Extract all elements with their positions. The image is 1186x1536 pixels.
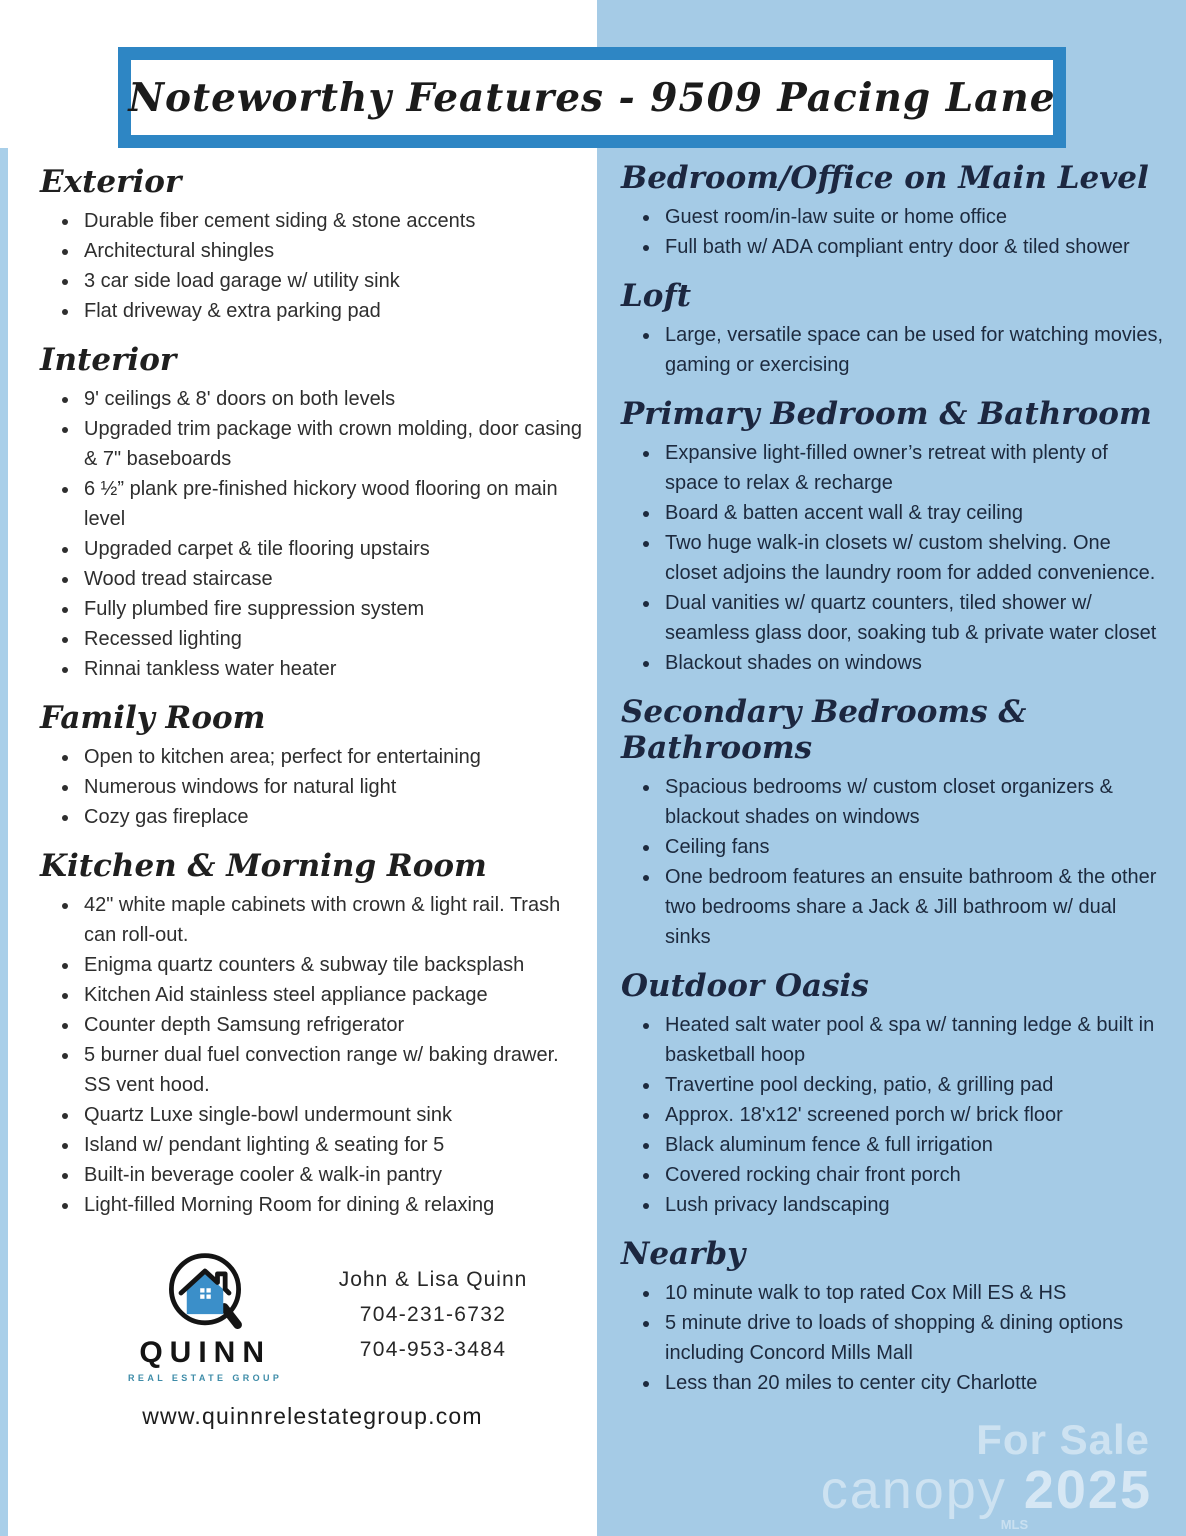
feature-section — [40, 342, 585, 684]
feature-item: • Heated salt water pool & spa w/ tanning ledge & built in basketball hoop — [661, 1010, 1166, 1070]
feature-item: • Enigma quartz counters & subway tile backsplash — [80, 950, 585, 980]
section-heading: Bedroom/Office on Main Level — [621, 160, 1149, 196]
feature-item: • 6 ½” plank pre-finished hickory wood flooring on main level — [80, 474, 585, 534]
watermark-brand: canopy — [820, 1460, 1007, 1520]
feature-item: • One bedroom features an ensuite bathroom & the other two bedrooms share a Jack & Jill bathroom w/ dual sinks — [661, 862, 1166, 952]
feature-item: • Spacious bedrooms w/ custom closet organizers & blackout shades on windows — [661, 772, 1166, 832]
section-heading: Loft — [621, 278, 692, 314]
feature-section — [621, 396, 1166, 678]
section-heading: Nearby — [621, 1236, 746, 1272]
feature-item: • 3 car side load garage w/ utility sink — [80, 266, 585, 296]
feature-section — [40, 164, 585, 326]
feature-item: • Ceiling fans — [661, 832, 1166, 862]
contact-names: John & Lisa Quinn — [338, 1268, 528, 1291]
feature-item: • Less than 20 miles to center city Charlotte — [661, 1368, 1166, 1398]
contact-phone-1: 704-231-6732 — [359, 1303, 507, 1326]
feature-item: • Approx. 18'x12' screened porch w/ brick floor — [661, 1100, 1166, 1130]
feature-item: • 42" white maple cabinets with crown & light rail. Trash can roll-out. — [80, 890, 585, 950]
feature-item: • Rinnai tankless water heater — [80, 654, 585, 684]
feature-section — [621, 278, 1166, 380]
footer-row — [40, 1246, 585, 1383]
feature-item: • Upgraded trim package with crown molding, door casing & 7" baseboards — [80, 414, 585, 474]
section-heading: Interior — [40, 342, 177, 378]
feature-section — [40, 700, 585, 832]
feature-section — [40, 848, 585, 1220]
quinn-house-magnifier-icon — [157, 1246, 253, 1342]
feature-list — [621, 772, 1166, 952]
section-heading: Primary Bedroom & Bathroom — [621, 396, 1152, 432]
feature-item: • Light-filled Morning Room for dining & relaxing — [80, 1190, 585, 1220]
feature-list — [621, 320, 1166, 380]
feature-item: • Covered rocking chair front porch — [661, 1160, 1166, 1190]
feature-list — [621, 1010, 1166, 1220]
feature-item: • Expansive light-filled owner’s retreat with plenty of space to relax & recharge — [661, 438, 1166, 498]
feature-item: • Wood tread staircase — [80, 564, 585, 594]
feature-item: • Durable fiber cement siding & stone accents — [80, 206, 585, 236]
contact-block — [339, 1262, 528, 1367]
feature-item: • Blackout shades on windows — [661, 648, 1166, 678]
feature-item: • Travertine pool decking, patio, & grilling pad — [661, 1070, 1166, 1100]
feature-list — [40, 890, 585, 1220]
feature-section — [621, 160, 1166, 262]
feature-item: • Lush privacy landscaping — [661, 1190, 1166, 1220]
feature-section — [621, 694, 1166, 952]
feature-item: • Recessed lighting — [80, 624, 585, 654]
quinn-logo — [98, 1246, 313, 1383]
section-heading: Secondary Bedrooms & Bathrooms — [621, 694, 1027, 766]
feature-item: • 5 burner dual fuel convection range w/ baking drawer. SS vent hood. — [80, 1040, 585, 1100]
feature-item: • 9' ceilings & 8' doors on both levels — [80, 384, 585, 414]
watermark-mls: MLS — [1000, 1517, 1029, 1532]
feature-item: • Two huge walk-in closets w/ custom shelving. One closet adjoins the laundry room for added convenience. — [661, 528, 1166, 588]
feature-item: • Built-in beverage cooler & walk-in pantry — [80, 1160, 585, 1190]
header-banner — [118, 47, 1066, 148]
section-heading: Family Room — [40, 700, 266, 736]
feature-item: • Island w/ pendant lighting & seating for 5 — [80, 1130, 585, 1160]
section-heading: Kitchen & Morning Room — [40, 848, 487, 884]
section-heading: Exterior — [40, 164, 182, 200]
feature-list — [621, 202, 1166, 262]
feature-item: • 5 minute drive to loads of shopping & dining options including Concord Mills Mall — [661, 1308, 1166, 1368]
feature-list — [40, 742, 585, 832]
feature-item: • Board & batten accent wall & tray ceiling — [661, 498, 1166, 528]
feature-item: • Cozy gas fireplace — [80, 802, 585, 832]
feature-item: • Large, versatile space can be used for watching movies, gaming or exercising — [661, 320, 1166, 380]
website-url: www.quinnrelestategroup.com — [142, 1403, 483, 1429]
feature-item: • Quartz Luxe single-bowl undermount sink — [80, 1100, 585, 1130]
feature-item: • Fully plumbed fire suppression system — [80, 594, 585, 624]
feature-item: • Counter depth Samsung refrigerator — [80, 1010, 585, 1040]
page-title: Noteworthy Features - 9509 Pacing Lane — [128, 74, 1056, 121]
feature-section — [621, 968, 1166, 1220]
feature-item: • Upgraded carpet & tile flooring upstairs — [80, 534, 585, 564]
feature-item: • 10 minute walk to top rated Cox Mill ES & HS — [661, 1278, 1166, 1308]
feature-section — [621, 1236, 1166, 1398]
watermark-year: 2025 — [1023, 1460, 1152, 1520]
feature-item: • Open to kitchen area; perfect for entertaining — [80, 742, 585, 772]
left-edge-stripe — [0, 148, 8, 1536]
logo-name: QUINN — [139, 1336, 272, 1369]
feature-list — [40, 206, 585, 326]
right-column — [597, 0, 1186, 1536]
feature-list — [621, 1278, 1166, 1398]
feature-item: • Full bath w/ ADA compliant entry door & tiled shower — [661, 232, 1166, 262]
watermark-for-sale: For Sale — [976, 1416, 1150, 1463]
feature-item: • Kitchen Aid stainless steel appliance package — [80, 980, 585, 1010]
feature-list — [621, 438, 1166, 678]
footer — [40, 1246, 585, 1430]
feature-item: • Dual vanities w/ quartz counters, tiled shower w/ seamless glass door, soaking tub & private water closet — [661, 588, 1166, 648]
feature-item: • Black aluminum fence & full irrigation — [661, 1130, 1166, 1160]
contact-phone-2: 704-953-3484 — [359, 1338, 507, 1361]
feature-item: • Numerous windows for natural light — [80, 772, 585, 802]
feature-list — [40, 384, 585, 684]
feature-item: • Guest room/in-law suite or home office — [661, 202, 1166, 232]
logo-tagline: REAL ESTATE GROUP — [128, 1373, 283, 1383]
section-heading: Outdoor Oasis — [621, 968, 869, 1004]
feature-item: • Flat driveway & extra parking pad — [80, 296, 585, 326]
feature-item: • Architectural shingles — [80, 236, 585, 266]
